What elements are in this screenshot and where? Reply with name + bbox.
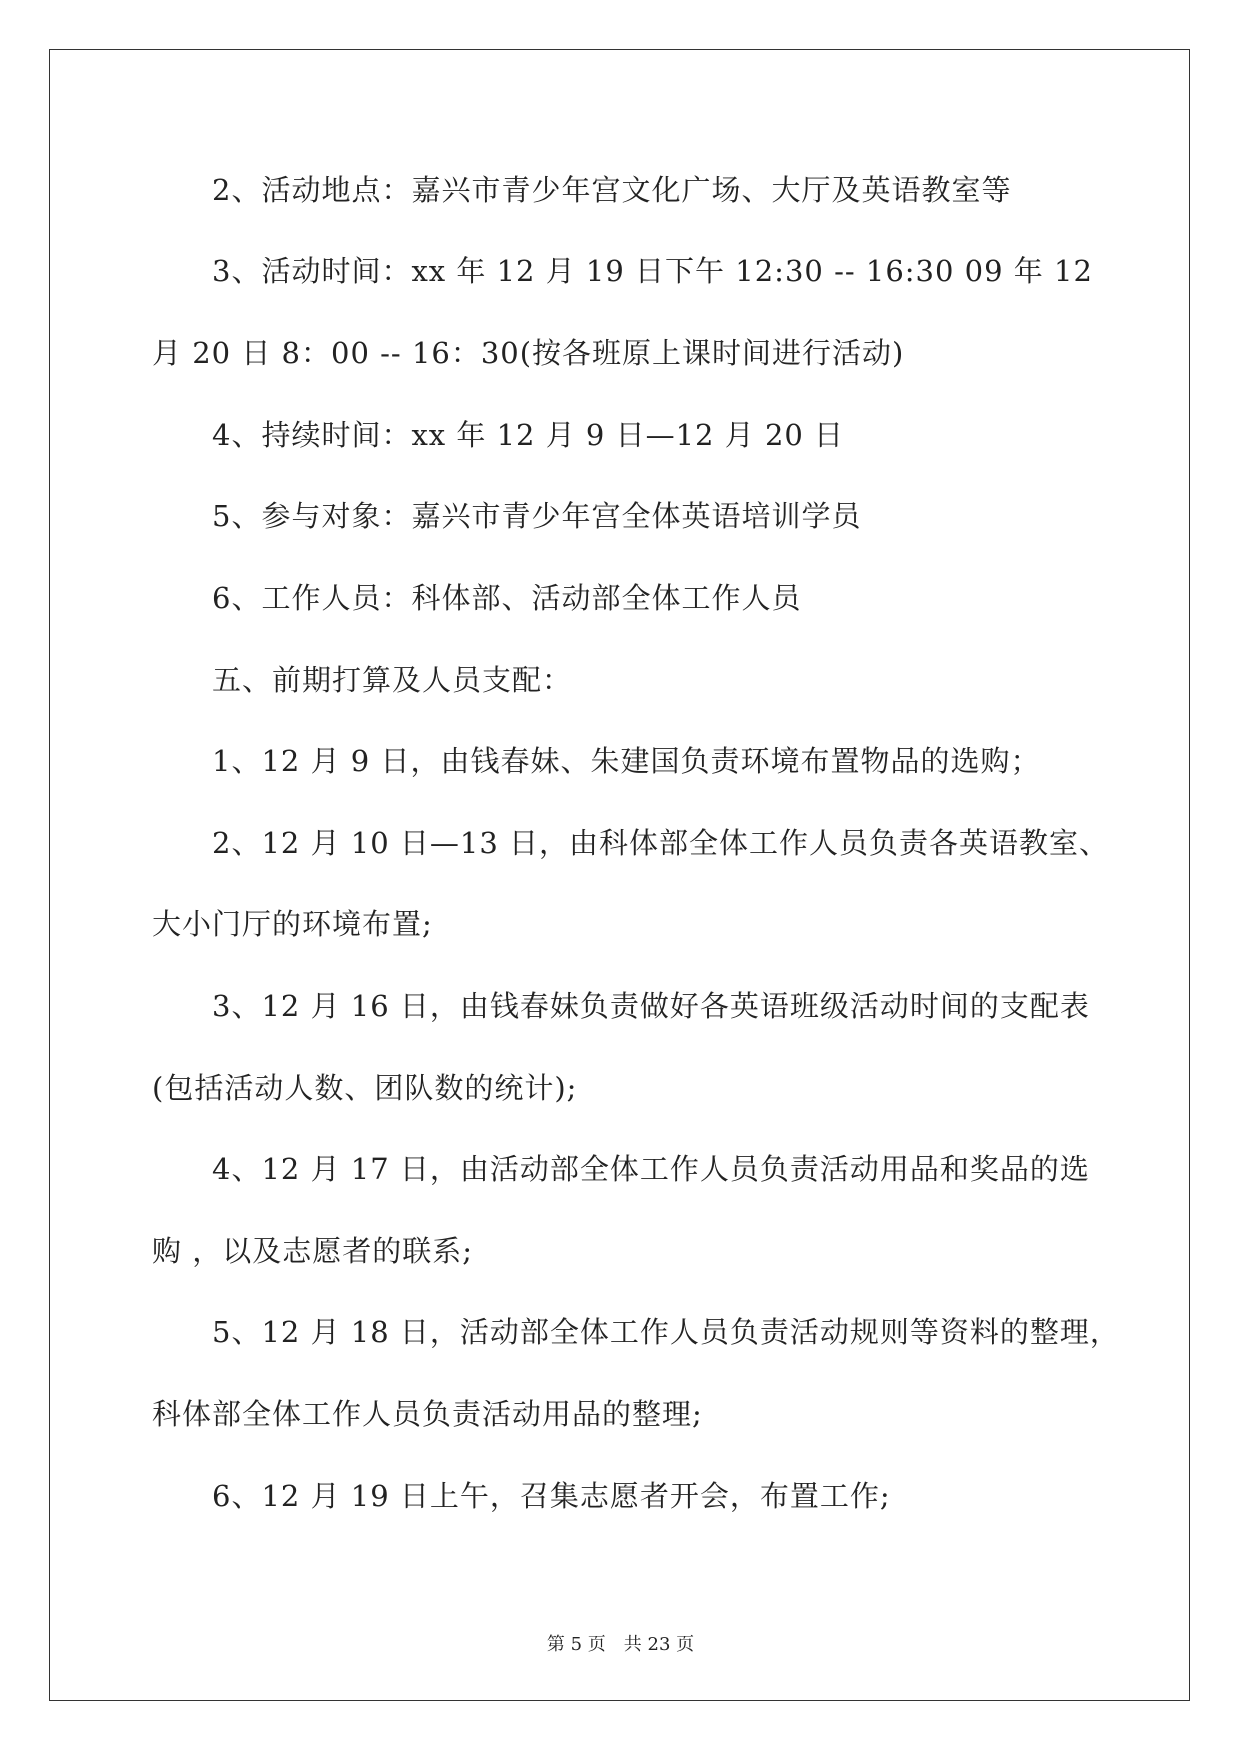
paragraph-line: 2、12 月 10 日—13 日，由科体部全体工作人员负责各英语教室、 [212, 826, 1110, 860]
paragraph-line: 5、12 月 18 日，活动部全体工作人员负责活动规则等资料的整理， [212, 1315, 1120, 1349]
paragraph-line: 大小门厅的环境布置; [152, 907, 433, 941]
paragraph-line: 5、参与对象：嘉兴市青少年宫全体英语培训学员 [212, 499, 862, 533]
paragraph-line: 2、活动地点：嘉兴市青少年宫文化广场、大厅及英语教室等 [212, 173, 1012, 207]
paragraph-line: 1、12 月 9 日，由钱春妹、朱建国负责环境布置物品的选购； [212, 744, 1041, 778]
paragraph-line: 购 ，以及志愿者的联系; [152, 1234, 473, 1268]
paragraph-line: 4、持续时间：xx 年 12 月 9 日—12 月 20 日 [212, 418, 845, 452]
paragraph-line: 科体部全体工作人员负责活动用品的整理; [152, 1397, 703, 1431]
section-heading: 五、前期打算及人员支配： [212, 663, 573, 697]
paragraph-line: 月 20 日 8：00 -- 16：30(按各班原上课时间进行活动) [152, 336, 905, 370]
paragraph-line: 6、12 月 19 日上午，召集志愿者开会，布置工作; [212, 1479, 891, 1513]
paragraph-line: 6、工作人员：科体部、活动部全体工作人员 [212, 581, 802, 615]
paragraph-line: 3、12 月 16 日，由钱春妹负责做好各英语班级活动时间的支配表 [212, 989, 1090, 1023]
paragraph-line: (包括活动人数、团队数的统计); [152, 1071, 578, 1105]
page-border [49, 49, 1190, 1701]
paragraph-line: 4、12 月 17 日，由活动部全体工作人员负责活动用品和奖品的选 [212, 1152, 1090, 1186]
page-number-footer: 第 5 页 共 23 页 [546, 1634, 695, 1655]
paragraph-line: 3、活动时间：xx 年 12 月 19 日下午 12:30 -- 16:30 09 年 12 [212, 254, 1093, 288]
